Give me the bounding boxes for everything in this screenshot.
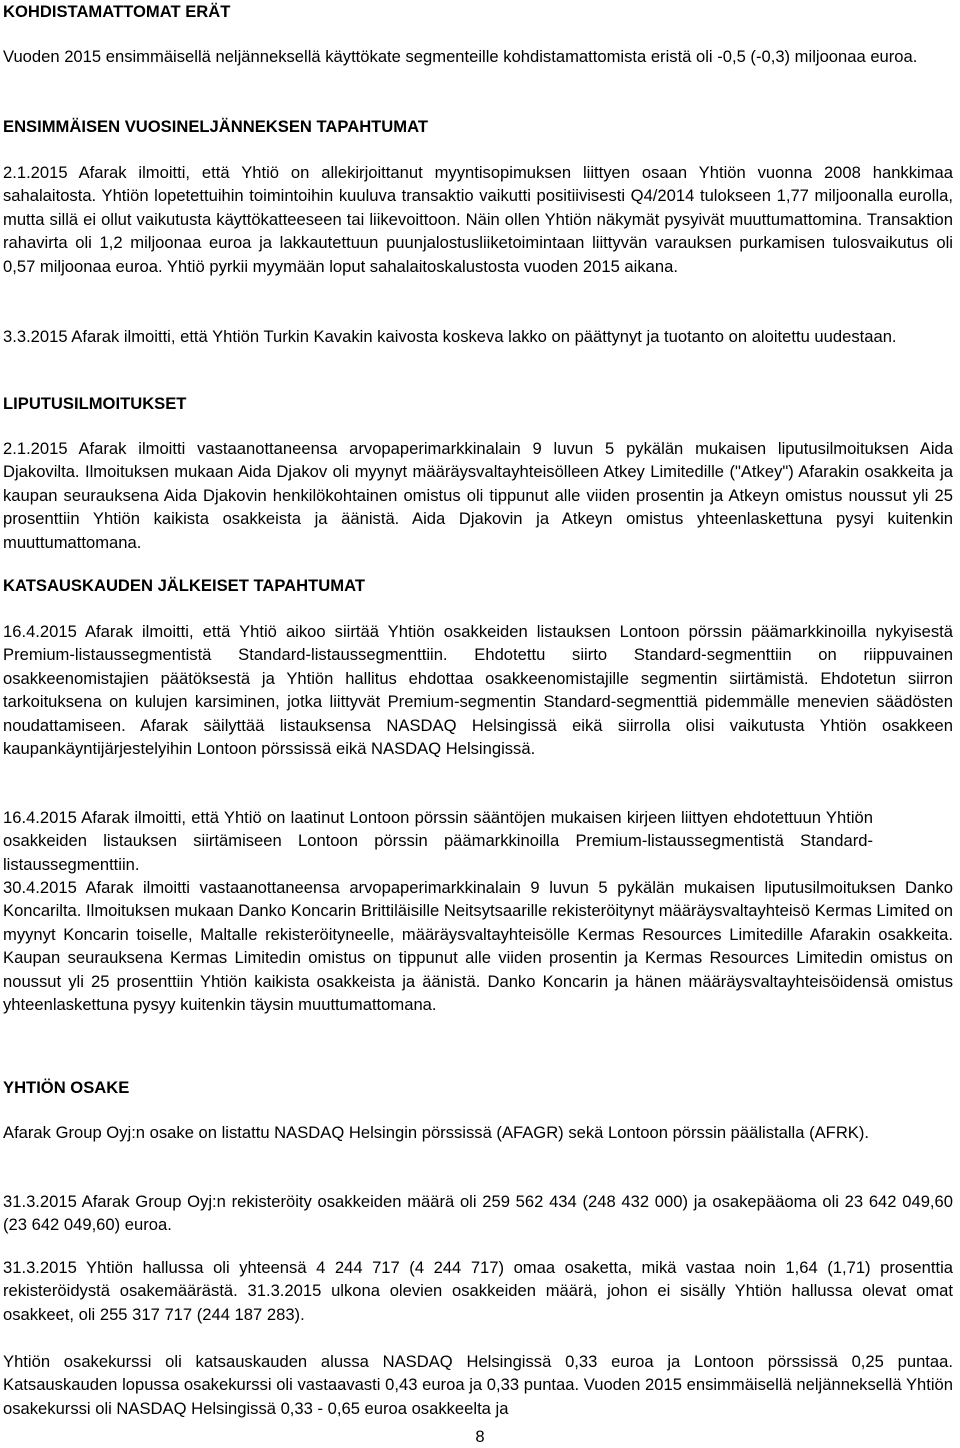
- paragraph-kavak-strike: 3.3.2015 Afarak ilmoitti, että Yhtiön Turkin Kavakin kaivosta koskeva lakko on päättynyt ja tuotanto on aloitettu uudestaan.: [3, 327, 897, 346]
- section-heading-flagging-notices: LIPUTUSILMOITUKSET: [3, 394, 187, 413]
- paragraph-djakov-notice: 2.1.2015 Afarak ilmoitti vastaanottaneensa arvopaperimarkkinalain 9 luvun 5 pykälän mukaisen liputusilmoituksen Aida Djakovilta. Ilmoituksen mukaan Aida Djakov oli myynyt määräysvaltayhteisölleen Atkey Limitedille ("Atkey") Afarakin osakkeita ja kaupan seurauksena Aida Djakovin henkilökohtainen omistus oli tippunut alle viiden prosentin ja Atkeyn omistus noussut yli 25 prosenttiin Yhtiön kaikista osakkeista ja äänistä. Aida Djakovin ja Atkeyn omistus yhteenlaskettuna pysyi kuitenkin muuttumattomana.: [3, 439, 953, 552]
- paragraph-sawmill-sale: 2.1.2015 Afarak ilmoitti, että Yhtiö on allekirjoittanut myyntisopimuksen liittyen osaan Yhtiön vuonna 2008 hankkimaa sahalaitosta. Yhtiön lopetettuihin toimintoihin kuuluva transaktio vaikutti positiivisesti Q4/2014 tulokseen 1,77 miljoonalla eurolla, mutta sillä ei ollut vaikutusta käyttökatteeseen tai liikevoittoon. Näin ollen Yhtiön näkymät pysyivät muuttumattomina. Transaktion rahavirta oli 1,2 miljoonaa euroa ja lakkautettuun puunjalostusliiketoimintaan liittyvän varauksen purkamisen tulosvaikutus oli 0,57 miljoonaa euroa. Yhtiö pyrkii myymään loput sahalaitoskalustosta vuoden 2015 aikana.: [3, 163, 953, 276]
- paragraph-own-shares: 31.3.2015 Yhtiön hallussa oli yhteensä 4 244 717 (4 244 717) omaa osaketta, mikä vastaa noin 1,64 (1,71) prosenttia rekisteröidystä osakemäärästä. 31.3.2015 ulkona olevien osakkeiden määrä, johon ei sisälly Yhtiön hallussa olevat omat osakkeet, oli 255 317 717 (244 187 283).: [3, 1258, 953, 1324]
- paragraph-koncar-notice: 30.4.2015 Afarak ilmoitti vastaanottaneensa arvopaperimarkkinalain 9 luvun 5 pykälän mukaisen liputusilmoituksen Danko Koncarilta. Ilmoituksen mukaan Danko Koncarin Brittiläisille Neitsytsaarille rekisteröitynyt määräysvaltayhteisö Kermas Limited on myynyt Koncarin toiselle, Maltalle rekisteröityneelle, määräysvaltayhteisölle Kermas Resources Limitedille Afarakin osakkeita. Kaupan seurauksena Kermas Limitedin omistus on tippunut alle viiden prosentin ja Kermas Resources Limitedin omistus on noussut yli 25 prosenttiin Yhtiön kaikista osakkeista ja äänistä. Danko Koncarin ja hänen määräysvaltayhteisöidensä omistus yhteenlaskettuna pysyy kuitenkin täysin muuttumattomana.: [3, 878, 953, 1015]
- page-number: 8: [475, 1427, 485, 1446]
- section-heading-subsequent-events: KATSAUSKAUDEN JÄLKEISET TAPAHTUMAT: [3, 576, 365, 595]
- paragraph-listing-letter: 16.4.2015 Afarak ilmoitti, että Yhtiö on laatinut Lontoon pörssin sääntöjen mukaisen kirjeen liittyen ehdotettuun Yhtiön osakkeiden listauksen siirtämiseen Lontoon pörssin päämarkkinoilla Premium-listaussegmentistä Standard-listaussegmenttiin.: [3, 808, 873, 874]
- section-heading-company-share: YHTIÖN OSAKE: [3, 1078, 130, 1097]
- paragraph-share-listing: Afarak Group Oyj:n osake on listattu NASDAQ Helsingin pörssissä (AFAGR) sekä Lontoon pörssin päälistalla (AFRK).: [3, 1123, 870, 1142]
- section-heading-q1-events: ENSIMMÄISEN VUOSINELJÄNNEKSEN TAPAHTUMAT: [3, 117, 429, 136]
- section-heading-unallocated-items: KOHDISTAMATTOMAT ERÄT: [3, 2, 231, 21]
- paragraph-unallocated-items: Vuoden 2015 ensimmäisellä neljänneksellä käyttökate segmenteille kohdistamattomista eristä oli -0,5 (-0,3) miljoonaa euroa.: [3, 47, 918, 66]
- paragraph-share-price: Yhtiön osakekurssi oli katsauskauden alussa NASDAQ Helsingissä 0,33 euroa ja Lontoon pörssissä 0,25 puntaa. Katsauskauden lopussa osakekurssi oli vastaavasti 0,43 euroa ja 0,33 puntaa. Vuoden 2015 ensimmäisellä neljänneksellä Yhtiön osakekurssi oli NASDAQ Helsingissä 0,33 - 0,65 euroa osakkeelta ja: [3, 1352, 953, 1418]
- paragraph-share-count: 31.3.2015 Afarak Group Oyj:n rekisteröity osakkeiden määrä oli 259 562 434 (248 432 000) ja osakepääoma oli 23 642 049,60 (23 642 049,60) euroa.: [3, 1192, 953, 1235]
- paragraph-listing-transfer: 16.4.2015 Afarak ilmoitti, että Yhtiö aikoo siirtää Yhtiön osakkeiden listauksen Lontoon pörssin päämarkkinoilla nykyisestä Premium-listaussegmentistä Standard-listaussegmenttiin. Ehdotettu siirto Standard-segmenttiin on riippuvainen osakkeenomistajien päätöksestä ja Yhtiön hallitus ehdottaa osakkeenomistajille segmentin siirtämistä. Ehdotetun siirron tarkoituksena on kulujen karsiminen, jotka liittyvät Premium-segmentin Standard-segmenttiä pidemmälle menevien säädösten noudattamiseen. Afarak säilyttää listauksensa NASDAQ Helsingissä eikä siirrolla olisi vaikutusta Yhtiön osakkeen kaupankäyntijärjestelyihin Lontoon pörssissä eikä NASDAQ Helsingissä.: [3, 622, 953, 759]
